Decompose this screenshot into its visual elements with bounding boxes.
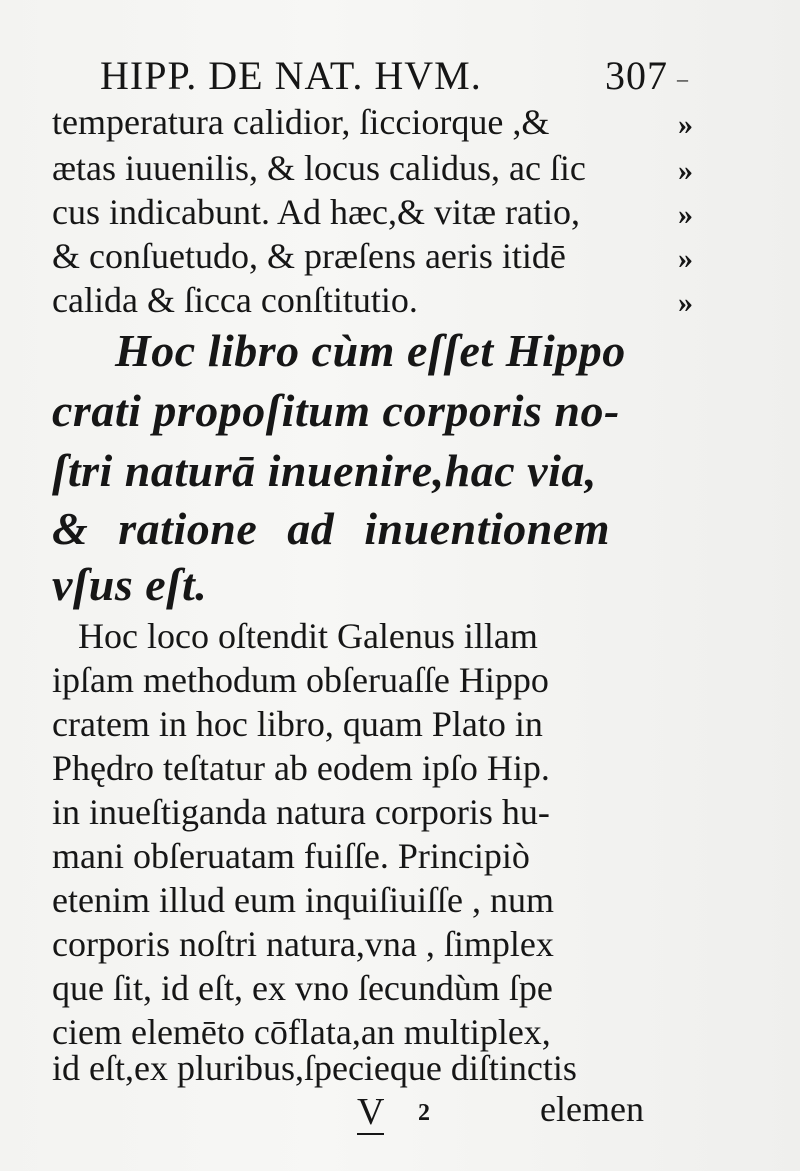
heading-line: & ratione ad inuentionem (52, 503, 611, 554)
signature-letter: V (357, 1091, 385, 1133)
signature-mark (357, 1090, 384, 1134)
quotation-mark: » (678, 198, 693, 231)
text-line: mani obſeruatam fuiſſe. Principiò (52, 836, 530, 876)
quotation-mark: » (678, 108, 693, 141)
quoted-line: & conſuetudo, & præſens aeris itidē (52, 236, 566, 276)
quoted-line: temperatura calidior, ſicciorque ,& (52, 102, 550, 142)
text-line: Hoc loco oſtendit Galenus illam (78, 616, 538, 656)
heading-line: ſtri naturā inuenire,hac via, (52, 445, 597, 496)
quotation-mark: » (678, 242, 693, 275)
text-line: que ſit, id eſt, ex vno ſecundùm ſpe (52, 968, 553, 1008)
header-mark: – (677, 66, 689, 91)
text-line: in inueſtiganda natura corporis hu- (52, 792, 550, 832)
text-line: etenim illud eum inquiſiuiſſe , num (52, 880, 554, 920)
quoted-line: calida & ſicca conſtitutio. (52, 280, 418, 320)
running-title: HIPP. DE NAT. HVM. (100, 53, 482, 98)
signature-number: 2 (418, 1100, 430, 1126)
page-number: 307 (605, 53, 668, 98)
heading-line: Hoc libro cùm eſſet Hippo (115, 325, 626, 376)
running-header (100, 52, 690, 99)
text-line: ciem elemēto cōflata,an multiplex, (52, 1012, 551, 1052)
catchword: elemen (540, 1089, 644, 1129)
text-line: corporis noſtri natura,vna , ſimplex (52, 924, 554, 964)
quoted-line: cus indicabunt. Ad hæc,& vitæ ratio, (52, 192, 580, 232)
quotation-mark: » (678, 286, 693, 319)
quotation-mark: » (678, 154, 693, 187)
text-line: id eſt,ex pluribus,ſpecieque diſtinctis (52, 1048, 577, 1088)
text-line: ipſam methodum obſeruaſſe Hippo (52, 660, 549, 700)
text-line: cratem in hoc libro, quam Plato in (52, 704, 543, 744)
heading-line: crati propoſitum corporis no- (52, 385, 620, 436)
text-line: Phędro teſtatur ab eodem ipſo Hip. (52, 748, 550, 788)
heading-line: vſus eſt. (52, 559, 208, 610)
quoted-line: ætas iuuenilis, & locus calidus, ac ſic (52, 148, 586, 188)
